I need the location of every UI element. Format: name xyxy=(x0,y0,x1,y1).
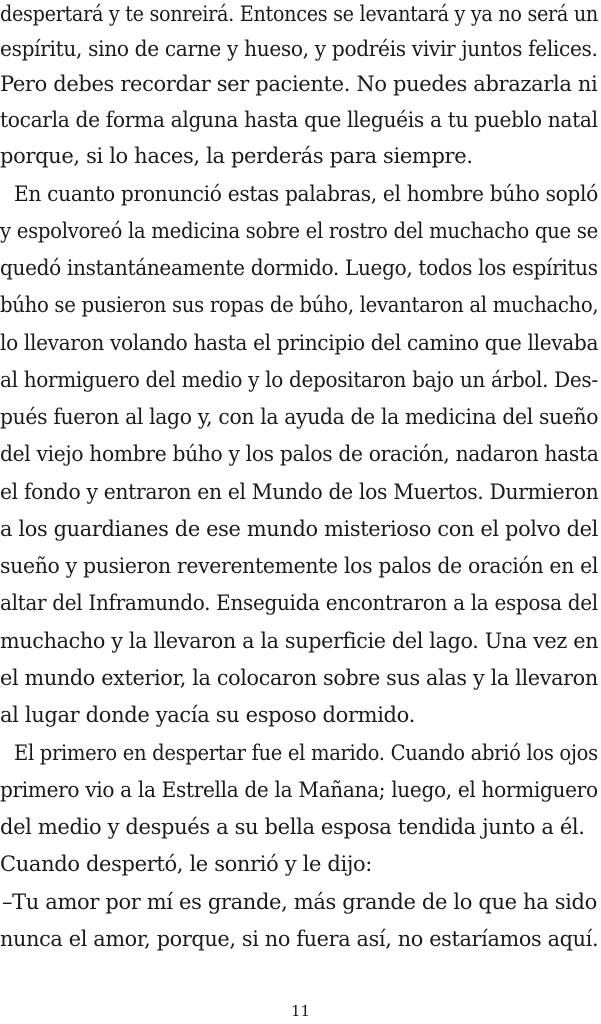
text-line: el mundo exterior, la colocaron sobre sus alas y la llevaron xyxy=(0,666,598,690)
text-line: al lugar donde yacía su esposo dormido. xyxy=(0,703,415,727)
page-number: 11 xyxy=(290,1002,311,1020)
paragraph-start-line: En cuanto pronunció estas palabras, el hombre búho sopló xyxy=(14,182,598,206)
text-line: del viejo hombre búho y los palos de oración, nadaron hasta xyxy=(0,442,599,466)
text-line: quedó instantáneamente dormido. Luego, todos los espíritus xyxy=(0,256,598,280)
text-line: altar del Inframundo. Enseguida encontraron a la esposa del xyxy=(0,591,598,615)
text-line: espíritu, sino de carne y hueso, y podréis vivir juntos felices. xyxy=(0,37,598,61)
text-line: búho se pusieron sus ropas de búho, levantaron al muchacho, xyxy=(0,293,599,317)
text-line: del medio y después a su bella esposa tendida junto a él. xyxy=(0,815,585,839)
text-line: pués fueron al lago y, con la ayuda de la medicina del sueño xyxy=(0,405,599,429)
text-line: nunca el amor, porque, si no fuera así, no estaríamos aquí. xyxy=(0,927,599,951)
text-line: despertará y te sonreirá. Entonces se levantará y ya no será un xyxy=(0,2,599,26)
text-line: sueño y pusieron reverentemente los palos de oración en el xyxy=(0,554,599,578)
text-line: primero vio a la Estrella de la Mañana; luego, el hormiguero xyxy=(0,778,598,802)
text-line: Cuando despertó, le sonrió y le dijo: xyxy=(0,852,373,876)
dialogue-line: –Tu amor por mí es grande, más grande de lo que ha sido xyxy=(2,890,597,914)
text-line: tocarla de forma alguna hasta que lleguéis a tu pueblo natal xyxy=(0,108,598,132)
text-line: porque, si lo haces, la perderás para siempre. xyxy=(0,144,473,168)
text-line: Pero debes recordar ser paciente. No puedes abrazarla ni xyxy=(0,72,598,96)
text-line: lo llevaron volando hasta el principio del camino que llevaba xyxy=(0,331,599,355)
text-line: muchacho y la llevaron a la superficie del lago. Una vez en xyxy=(0,629,599,653)
paragraph-start-line: El primero en despertar fue el marido. Cuando abrió los ojos xyxy=(14,741,598,765)
text-line: el fondo y entraron en el Mundo de los Muertos. Durmieron xyxy=(0,480,599,504)
text-line: y espolvoreó la medicina sobre el rostro del muchacho que se xyxy=(0,219,598,243)
text-line: al hormiguero del medio y lo depositaron bajo un árbol. Des- xyxy=(0,368,598,392)
text-line: a los guardianes de ese mundo misterioso con el polvo del xyxy=(0,517,599,541)
